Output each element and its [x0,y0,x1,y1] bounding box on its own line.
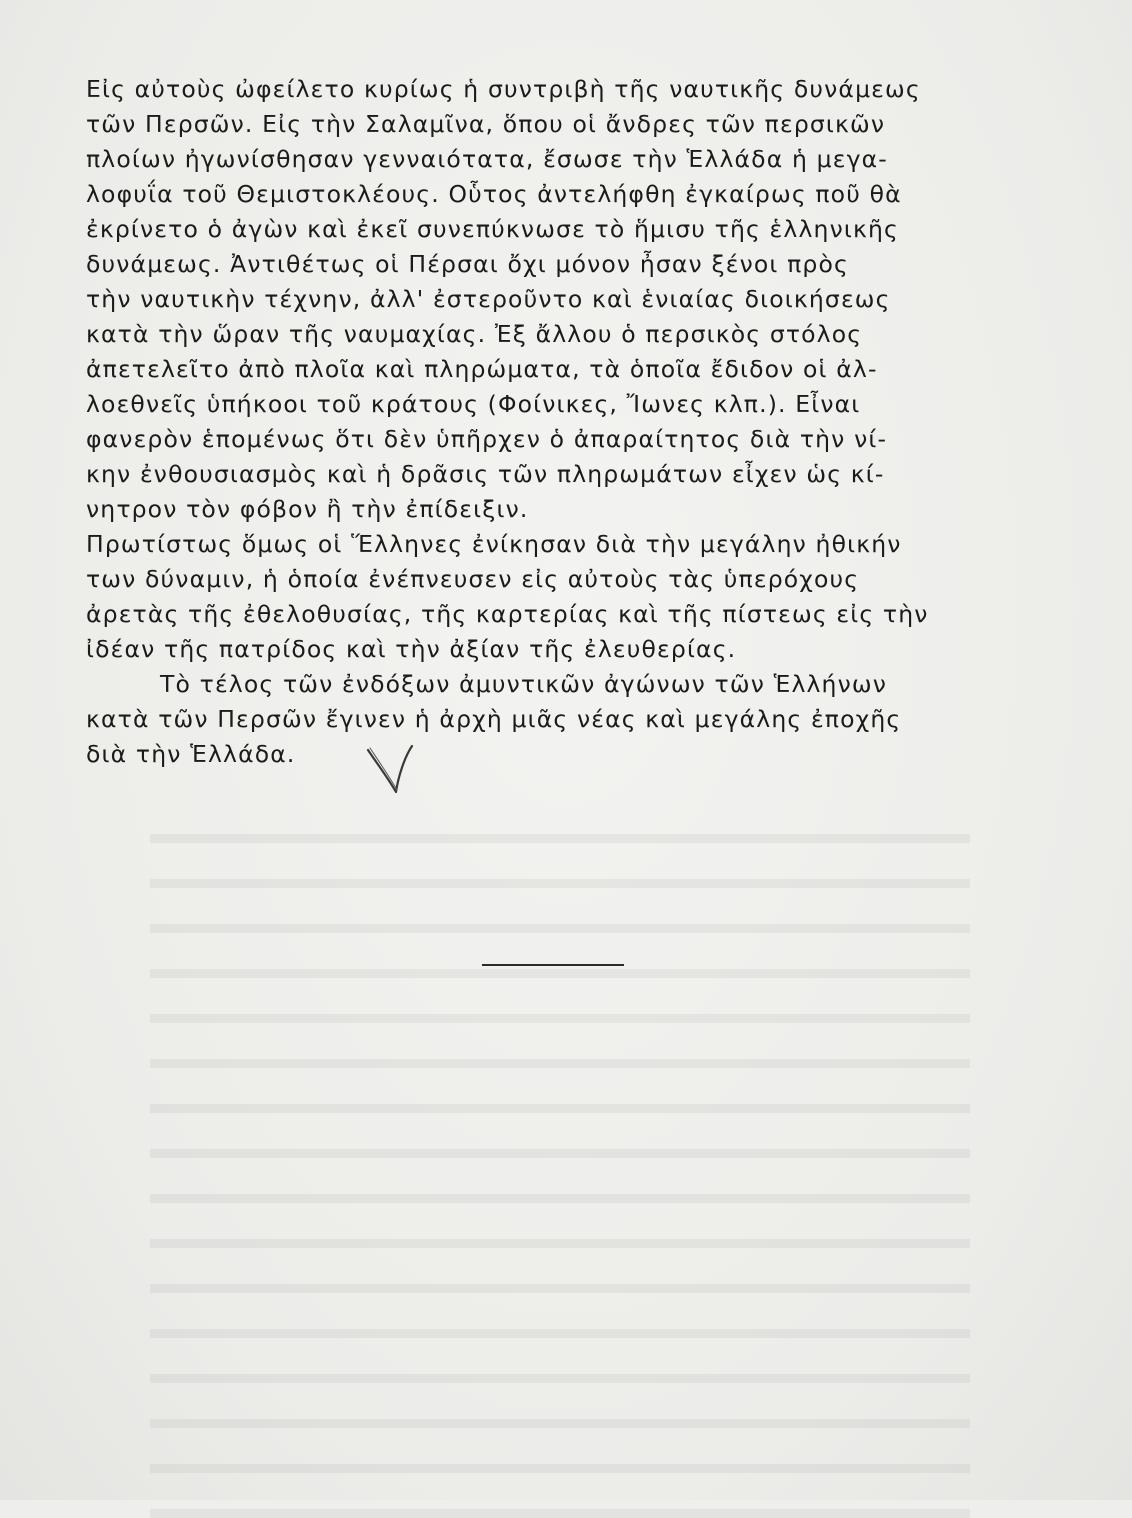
text-line: ἀρετὰς τῆς ἐθελοθυσίας, τῆς καρτερίας καὶ τῆς πίστεως εἰς τὴν [86,600,929,628]
text-line: διὰ τὴν Ἑλλάδα. [86,740,296,768]
show-through-bleed [150,800,970,1400]
text-line: κατὰ τῶν Περσῶν ἔγινεν ἡ ἀρχὴ μιᾶς νέας καὶ μεγάλης ἐποχῆς [86,705,902,733]
text-line: τὴν ναυτικὴν τέχνην, ἀλλ' ἐστεροῦντο καὶ ἑνιαίας διοικήσεως [86,285,891,313]
text-line: λοφυΐα τοῦ Θεμιστοκλέους. Οὗτος ἀντελήφθη ἐγκαίρως ποῦ θὰ [86,180,902,208]
text-line: ἐκρίνετο ὁ ἀγὼν καὶ ἐκεῖ συνεπύκνωσε τὸ ἥμισυ τῆς ἑλληνικῆς [86,215,899,243]
text-line: λοεθνεῖς ὑπήκοοι τοῦ κράτους (Φοίνικες, Ἴωνες κλπ.). Εἶναι [86,390,861,418]
text-line: των δύναμιν, ἡ ὁποία ἐνέπνευσεν εἰς αὐτοὺς τὰς ὑπερόχους [86,565,860,593]
text-line: ἰδέαν τῆς πατρίδος καὶ τὴν ἀξίαν τῆς ἐλευθερίας. [86,635,737,663]
text-line: ἀπετελεῖτο ἀπὸ πλοῖα καὶ πληρώματα, τὰ ὁποῖα ἔδιδον οἱ ἀλ- [86,355,878,383]
end-rule-divider [482,964,624,966]
body-text [86,72,974,772]
text-line: πλοίων ἠγωνίσθησαν γενναιότατα, ἔσωσε τὴν Ἑλλάδα ἡ μεγα- [86,145,888,173]
text-line: κην ἐνθουσιασμὸς καὶ ἡ δρᾶσις τῶν πληρωμάτων εἶχεν ὡς κί- [86,460,885,488]
text-line: τῶν Περσῶν. Εἰς τὴν Σαλαμῖνα, ὅπου οἱ ἄνδρες τῶν περσικῶν [86,110,886,138]
handwritten-check-mark-icon [366,744,414,796]
text-line-indented: Τὸ τέλος τῶν ἐνδόξων ἀμυντικῶν ἀγώνων τῶν Ἑλλήνων [160,670,887,698]
text-line: φανερὸν ἑπομένως ὅτι δὲν ὑπῆρχεν ὁ ἀπαραίτητος διὰ τὴν νί- [86,425,888,453]
text-line: δυνάμεως. Ἀντιθέτως οἱ Πέρσαι ὄχι μόνον ἦσαν ξένοι πρὸς [86,250,849,278]
text-line: Πρωτίστως ὅμως οἱ Ἕλληνες ἐνίκησαν διὰ τὴν μεγάλην ἠθικήν [86,530,902,558]
text-line: Εἰς αὐτοὺς ὠφείλετο κυρίως ἡ συντριβὴ τῆς ναυτικῆς δυνάμεως [86,75,921,103]
text-line: κατὰ τὴν ὥραν τῆς ναυμαχίας. Ἐξ ἄλλου ὁ περσικὸς στόλος [86,320,863,348]
text-line: νητρον τὸν φόβον ἢ τὴν ἐπίδειξιν. [86,495,529,523]
